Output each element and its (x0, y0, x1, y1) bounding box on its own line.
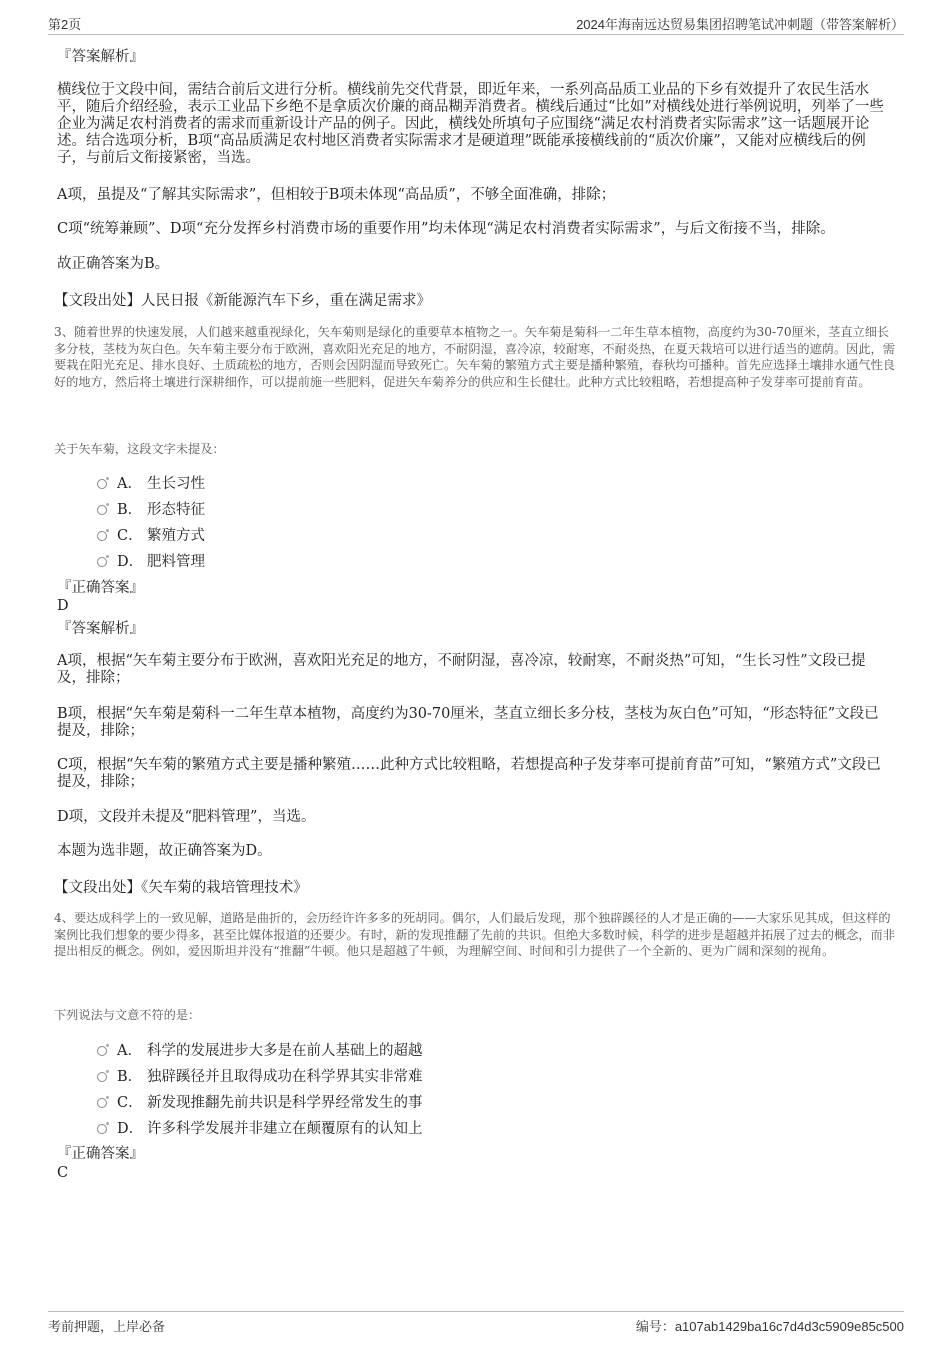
q3-analysis-b: B项，根据“矢车菊是菊科一二年生草本植物，高度约为30-70厘米，茎直立细长多分枝，茎枝为灰白色”可知，“形态特征”文段已提及，排除； (57, 706, 879, 739)
q4-options (57, 1036, 423, 1140)
q3-analysis-label: 『答案解析』 (57, 621, 144, 637)
radio-icon[interactable] (97, 479, 107, 489)
q3-analysis-a: A项，根据“矢车菊主要分布于欧洲，喜欢阳光充足的地方，不耐阴湿，喜冷凉，较耐寒，不耐炎热”可知，“生长习性”文段已提及，排除； (57, 653, 866, 686)
q4-option-d[interactable]: D． 许多科学发展并非建立在颠覆原有的认知上 (97, 1114, 423, 1140)
q2-analysis-option-a: A项，虽提及“了解其实际需求”，但相较于B项未体现“高品质”，不够全面准确，排除； (57, 187, 616, 203)
q3-analysis-d: D项，文段并未提及“肥料管理”，当选。 (57, 809, 316, 825)
radio-icon[interactable] (97, 505, 107, 515)
q3-conclusion: 本题为选非题，故正确答案为D。 (57, 843, 272, 859)
q3-source: 【文段出处】《矢车菊的栽培管理技术》 (54, 880, 308, 896)
q2-source: 【文段出处】人民日报《新能源汽车下乡，重在满足需求》 (54, 293, 431, 309)
q2-analysis-option-cd: C项“统筹兼顾”、D项“充分发挥乡村消费市场的重要作用”均未体现“满足农村消费者实际需求”，与后文衔接不当，排除。 (57, 221, 835, 237)
q4-stem: 4、要达成科学上的一致见解，道路是曲折的，会历经许许多多的死胡同。偶尔，人们最后发现，那个独辟蹊径的人才是正确的——大家乐见其成，但这样的案例比我们想象的要少得多，甚至比媒体报道的还要少。有时，新的发现推翻了先前的共识。但绝大多数时候，科学的进步是超越并拓展了过去的概念，而非提出相反的概念。例如，爱因斯坦并没有“推翻”牛顿。他只是超越了牛顿，为理解空间、时间和引力提供了一个全新的、更为广阔和深刻的视角。 (54, 911, 895, 958)
q4-answer-label: 『正确答案』 (57, 1146, 144, 1162)
radio-icon[interactable] (97, 557, 107, 567)
q2-analysis-paragraph: 横线位于文段中间，需结合前后文进行分析。横线前先交代背景，即近年来，一系列高品质工业品的下乡有效提升了农民生活水平，随后介绍经验，表示工业品下乡绝不是拿质次价廉的商品糊弄消费者。横线后通过“比如”对横线处进行举例说明，列举了一些企业为满足农村消费者的需求而重新设计产品的例子。因此，横线处所填句子应围绕“满足农村消费者实际需求”这一话题展开论述。结合选项分析，B项“高品质满足农村地区消费者实际需求才是硬道理”既能承接横线前的“质次价廉”，又能对应横线后的例子，与前后文衔接紧密，当选。 (57, 82, 884, 166)
page-number: 第2页 (48, 17, 82, 32)
radio-icon[interactable] (97, 1098, 107, 1108)
radio-icon[interactable] (97, 1124, 107, 1134)
footer-slogan: 考前押题，上岸必备 (48, 1319, 166, 1334)
q2-conclusion: 故正确答案为B。 (57, 256, 170, 272)
q2-analysis-label: 『答案解析』 (57, 49, 144, 65)
q3-analysis-c: C项，根据“矢车菊的繁殖方式主要是播种繁殖……此种方式比较粗略，若想提高种子发芽率可提前育苗”可知，“繁殖方式”文段已提及，排除； (57, 757, 881, 790)
q3-question: 关于矢车菊，这段文字未提及： (54, 442, 225, 456)
q4-option-c[interactable]: C． 新发现推翻先前共识是科学界经常发生的事 (97, 1088, 423, 1114)
q3-stem: 3、随着世界的快速发展，人们越来越重视绿化，矢车菊则是绿化的重要草本植物之一。矢车菊是菊科一二年生草本植物，高度约为30-70厘米，茎直立细长多分枝，茎枝为灰白色。矢车菊主要分布于欧洲，喜欢阳光充足的地方，不耐阴湿，喜冷凉，较耐寒，不耐炎热，在夏天栽培可以进行适当的遮荫。因此，需要栽在阳光充足、排水良好、土质疏松的地方，否则会因阴湿而导致死亡。矢车菊的繁殖方式主要是播种繁殖，春秋均可播种。首先应选择土壤排水通气性良好的地方，然后将土壤进行深耕细作，可以提前施一些肥料，促进矢车菊养分的供应和生长健壮。此种方式比较粗略，若想提高种子发芽率可提前育苗。 (54, 325, 895, 389)
radio-icon[interactable] (97, 1046, 107, 1056)
q3-option-a[interactable]: A． 生长习性 (97, 469, 205, 495)
q3-options (57, 469, 205, 573)
q3-answer: D (57, 598, 69, 614)
q3-option-d[interactable]: D． 肥料管理 (97, 547, 205, 573)
document-code: 编号：a107ab1429ba16c7d4d3c5909e85c500 (635, 1319, 904, 1334)
q4-option-a[interactable]: A． 科学的发展进步大多是在前人基础上的超越 (97, 1036, 423, 1062)
document-title: 2024年海南远达贸易集团招聘笔试冲刺题（带答案解析） (576, 17, 904, 32)
q4-question: 下列说法与文意不符的是： (54, 1008, 201, 1022)
q3-answer-label: 『正确答案』 (57, 580, 144, 596)
page-footer (48, 1311, 904, 1335)
q3-option-c[interactable]: C． 繁殖方式 (97, 521, 205, 547)
page-header (48, 14, 904, 35)
radio-icon[interactable] (97, 1072, 107, 1082)
q3-option-b[interactable]: B． 形态特征 (97, 495, 205, 521)
q4-answer: C (57, 1165, 69, 1181)
radio-icon[interactable] (97, 531, 107, 541)
q4-option-b[interactable]: B． 独辟蹊径并且取得成功在科学界其实非常难 (97, 1062, 423, 1088)
